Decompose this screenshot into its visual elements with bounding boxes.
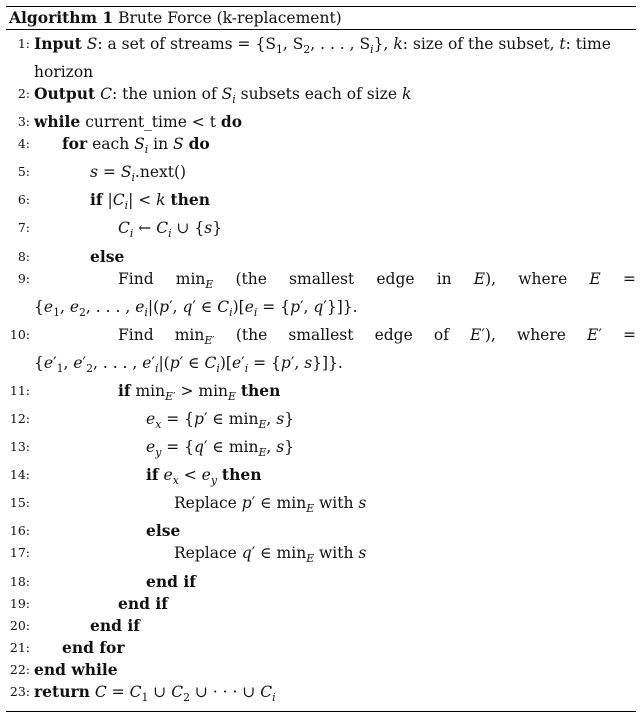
bottom-rule [6, 711, 636, 712]
algorithm-line-wrap: {$e'_1$, $e'_2$, . . . , $e'_i|(p'$ ∈ $C_i)[e'_i = \{p'$, s}]}. [34, 353, 343, 375]
line-content: if $e_x < e_y$ then [146, 465, 262, 488]
line-content: Find $\min_E$ (the smallest edge in E), where E = [118, 269, 636, 291]
line-content: Input S: a set of streams = {$S_1$, $S_2$, . . . , $S_i$}, k: size of the subset, t: time [34, 34, 611, 57]
line-content: $C_i$ ← $C_i$ ∪ {s} [118, 219, 223, 241]
line-number: 16: [9, 523, 30, 539]
line-number: 1: [17, 36, 30, 51]
algorithm-line [6, 33, 636, 61]
line-content: end if [90, 615, 140, 635]
algorithm-lines [6, 30, 636, 711]
line-content: $s = S_i.next()$ [90, 163, 187, 185]
algorithm-line-wrap: horizon [34, 63, 94, 82]
line-number: 15: [9, 495, 30, 511]
line-content: $e_x = \{p'$ ∈ $\min_E$, s} [146, 410, 295, 432]
line-number: 19: [9, 595, 30, 611]
algorithm-line [6, 659, 636, 681]
algorithm-caption [6, 7, 636, 29]
algorithm-line [6, 464, 636, 492]
line-content: Output C: the union of $S_i$ subsets each of size k [34, 84, 412, 107]
line-number: 2: [17, 86, 30, 102]
line-content: Replace p′ ∈ $\min_E$ with s [174, 494, 367, 516]
algorithm-line [6, 436, 636, 464]
line-number: 18: [9, 573, 30, 589]
line-number: 12: [9, 411, 30, 427]
line-number: 17: [9, 545, 30, 561]
line-content: end for [62, 637, 125, 657]
algorithm-line [6, 217, 636, 245]
line-number: 13: [9, 439, 30, 455]
line-content: Replace q′ ∈ $\min_E$ with s [174, 544, 367, 566]
algorithm-line [6, 637, 636, 659]
algorithm-line-wrap: {$e_1$, $e_2$, . . . , $e_i|(p'$, q′ ∈ $C_i)[e_i = \{p'$, q′}]}. [34, 297, 358, 319]
algorithm-line [6, 542, 636, 570]
line-content: for each $S_i$ in S do [62, 134, 210, 157]
algorithm-line [6, 268, 636, 296]
line-content: while current_time < t do [34, 112, 243, 132]
algorithm-line [6, 593, 636, 615]
line-content: if $\min_{E'} > \min_E$ then [118, 380, 281, 404]
line-number: 6: [17, 192, 30, 208]
line-number: 22: [9, 661, 30, 677]
line-number: 11: [9, 382, 30, 398]
algorithm-line [6, 246, 636, 268]
line-number: 9: [17, 270, 30, 286]
line-number: 21: [9, 639, 30, 655]
line-number: 7: [17, 220, 30, 236]
line-number: 8: [17, 248, 30, 264]
algorithm-line [6, 571, 636, 593]
algorithm-line [6, 380, 636, 408]
line-content: end if [146, 571, 196, 591]
line-content: else [146, 521, 181, 541]
line-number: 20: [9, 617, 30, 633]
line-number: 4: [17, 136, 30, 152]
line-number: 3: [17, 114, 30, 130]
line-content: else [90, 246, 125, 266]
line-content: Find $\min_{E'}$ (the smallest edge of E′), where E′ = [118, 325, 636, 347]
line-number: 10: [9, 326, 30, 342]
algorithm-block [6, 6, 636, 712]
line-content: end if [118, 593, 168, 613]
algorithm-line [6, 492, 636, 520]
algorithm-line [6, 133, 636, 161]
algorithm-line [6, 324, 636, 352]
algorithm-line [6, 189, 636, 217]
line-content: end while [34, 659, 118, 679]
algorithm-line [6, 83, 636, 111]
line-content: if $|C_i| < k$ then [90, 190, 211, 213]
algorithm-line [6, 111, 636, 133]
algorithm-line [6, 681, 636, 709]
algorithm-line [6, 520, 636, 542]
line-number: 23: [9, 683, 30, 699]
algorithm-line [6, 408, 636, 436]
line-number: 14: [9, 467, 30, 483]
caption-label: Algorithm 1 [9, 8, 114, 27]
algorithm-line [6, 615, 636, 637]
line-content: return $C = C_1$ ∪ $C_2$ ∪ · · · ∪ $C_i$ [34, 681, 276, 704]
algorithm-line [6, 161, 636, 189]
caption-title: Brute Force (k-replacement) [118, 9, 342, 27]
line-number: 5: [17, 164, 30, 180]
line-content: $e_y = \{q'$ ∈ $\min_E$, s} [146, 438, 295, 460]
